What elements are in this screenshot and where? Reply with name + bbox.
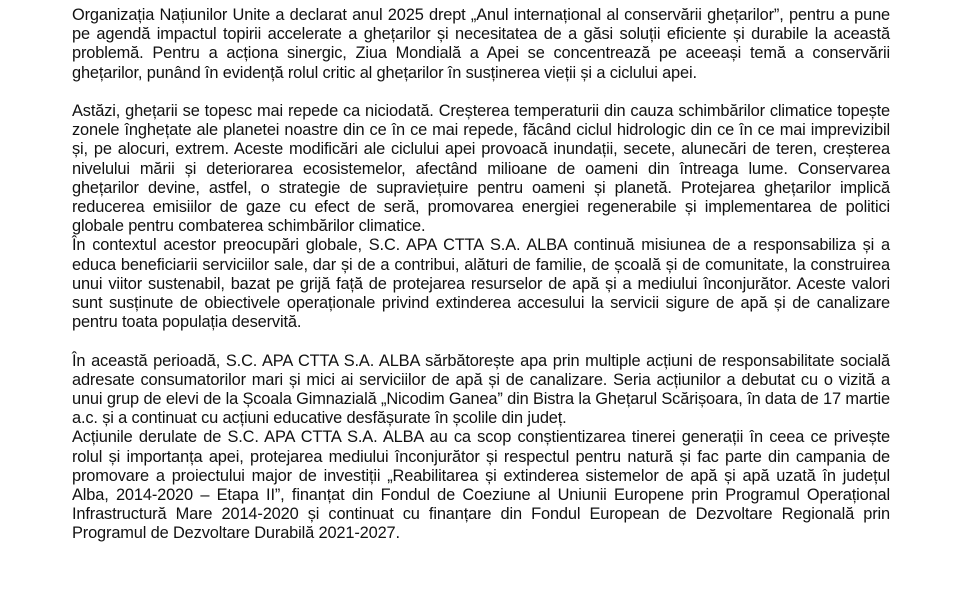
paragraph-topirea-ghetarilor: Astăzi, ghețarii se topesc mai repede ca niciodată. Creșterea temperaturii din cauza schimbărilor climatice topește zonele înghețate ale planetei noastre din ce în ce mai repede, făcând ciclul hidrologic din ce în ce mai imprevizibil și, pe alocuri, extrem. Aceste modificări ale ciclului apei provoacă inundații, secete, alunecări de teren, creșterea nivelului mării și deteriorarea ecosistemelor, afectând milioane de oameni din întreaga lume. Conservarea ghețarilor devine, astfel, o strategie de supraviețuire pentru oameni și planetă. Protejarea ghețarilor implică reducerea emisiilor de gaze cu efect de seră, promovarea energiei regenerabile și implementarea de politici globale pentru combaterea schimbărilor climatice. (72, 102, 890, 236)
paragraph-misiune-apa-ctta: În contextul acestor preocupări globale, S.C. APA CTTA S.A. ALBA continuă misiunea de a responsabiliza și a educa beneficiarii serviciilor sale, dar și de a contribui, alături de familie, de școală și de comunitate, la construirea unui viitor sustenabil, bazat pe grijă față de protejarea resurselor de apă și a mediului înconjurător. Aceste valori sunt susținute de obiectivele operaționale privind extinderea accesului la servicii sigure de apă și de canalizare pentru toata populația deservită. (72, 236, 890, 332)
paragraph-spacer (72, 332, 890, 351)
document-body (72, 6, 890, 544)
paragraph-spacer (72, 83, 890, 102)
paragraph-actiuni-responsabilitate: În această perioadă, S.C. APA CTTA S.A. ALBA sărbătorește apa prin multiple acțiuni de responsabilitate socială adresate consumatorilor mari și mici ai serviciilor de apă și de canalizare. Seria acțiunilor a debutat cu o vizită a unui grup de elevi de la Școala Gimnazială „Nicodim Ganea” din Bistra la Ghețarul Scărișoara, în data de 17 martie a.c. și a continuat cu acțiuni educative desfășurate în școlile din județ. (72, 351, 890, 428)
paragraph-scop-actiuni: Acțiunile derulate de S.C. APA CTTA S.A. ALBA au ca scop conștientizarea tinerei generații în ceea ce privește rolul și importanța apei, protejarea mediului înconjurător și respectul pentru natură și fac parte din campania de promovare a proiectului major de investiții „Reabilitarea și extinderea sistemelor de apă și apă uzată în județul Alba, 2014-2020 – Etapa II”, finanțat din Fondul de Coeziune al Uniunii Europene prin Programul Operațional Infrastructură Mare 2014-2020 și continuat cu finanțare din Fondul European de Dezvoltare Regională prin Programul de Dezvoltare Durabilă 2021-2027. (72, 428, 890, 543)
paragraph-ani-conservare-ghetari: Organizația Națiunilor Unite a declarat anul 2025 drept „Anul internațional al conservării ghețarilor”, pentru a pune pe agendă impactul topirii accelerate a ghețarilor și necesitatea de a găsi soluții eficiente și durabile la această problemă. Pentru a acționa sinergic, Ziua Mondială a Apei se concentrează pe aceeași temă a conservării ghețarilor, punând în evidență rolul critic al ghețarilor în susținerea vieții și a ciclului apei. (72, 6, 890, 82)
